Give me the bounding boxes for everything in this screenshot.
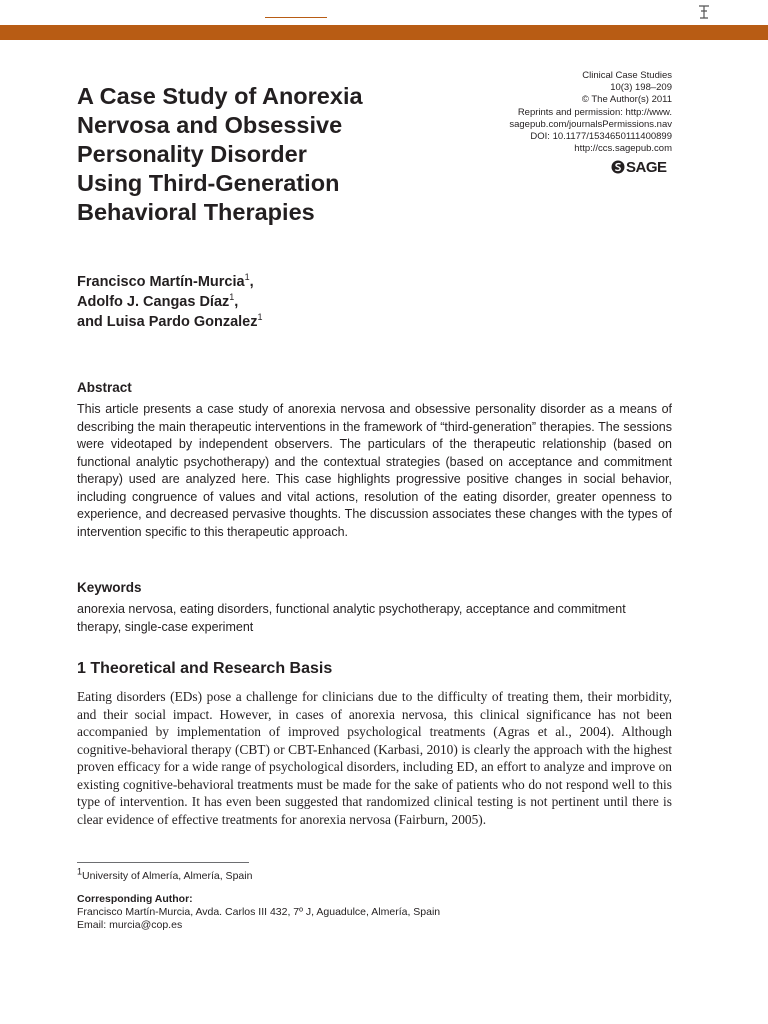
journal-metadata (432, 70, 672, 155)
article-title (77, 82, 457, 227)
page-corner-icon (697, 3, 711, 21)
abstract-text: This article presents a case study of anorexia nervosa and obsessive personality disorder as a means of describing the main therapeutic interventions in the framework of “third-generation” therapies. The sessions were videotaped by independent observers. The particulars of the therapeutic relationship (based on functional analytic psychotherapy) and the contextual strategies (based on acceptance and commitment therapy) used are analyzed here. This case highlights progressive positive changes in social behavior, including congruence of values and vital actions, resolution of the eating disorder, greater openness to experience, and decreased pervasive thoughts. The discussion associates these changes with the types of intervention specific to this therapeutic approach. (77, 402, 672, 539)
header-link-underline[interactable] (265, 17, 327, 18)
journal-name: Clinical Case Studies (582, 70, 672, 81)
sage-logo (611, 158, 667, 176)
author: Francisco Martín-Murcia$^1$, (77, 272, 254, 290)
journal-url[interactable]: http://ccs.sagepub.com (574, 143, 672, 155)
keywords-text: anorexia nervosa, eating disorders, functional analytic psychotherapy, acceptance and commitment therapy, single-case experiment (77, 602, 626, 634)
body-paragraph: Eating disorders (EDs) pose a challenge for clinicians due to the difficulty of treating them, their morbidity, and their social impact. However, in cases of anorexia nervosa, this clinical significance has not been accompanied by implementation of improved psychological treatments (Agras et al., 2004). Although cognitive-behavioral therapy (CBT) or CBT-Enhanced (Karbasi, 2010) is clearly the approach with the highest proven efficacy for a wide range of psychological disorders, including ED, an effort to analyze and improve on existing cognitive-behavioral treatments must be made for the sake of patients who do not respond well to this type of intervention. It has even been suggested that randomized clinical testing is not pertinent until there is clear evidence of effective treatments for anorexia nervosa (Fairburn, 2005). (77, 689, 672, 827)
title-line: A Case Study of Anorexia (77, 83, 363, 109)
title-line: Behavioral Therapies (77, 199, 315, 225)
affiliation-footnote: $^1$University of Almería, Almería, Spain (77, 866, 253, 882)
author: Adolfo J. Cangas Díaz$^1$, (77, 292, 239, 310)
corresponding-author-label: Corresponding Author: (77, 893, 193, 905)
keywords-heading: Keywords (77, 580, 142, 595)
journal-copyright: © The Author(s) 2011 (581, 94, 672, 106)
header-color-bar (0, 25, 768, 40)
corresponding-email[interactable]: Email: murcia@cop.es (77, 919, 183, 931)
doi[interactable]: DOI: 10.1177/1534650111400899 (530, 131, 672, 143)
section-heading: 1 Theoretical and Research Basis (77, 660, 333, 677)
corresponding-address: Francisco Martín-Murcia, Avda. Carlos III 432, 7º J, Aguadulce, Almería, Spain (77, 906, 441, 918)
title-line: Personality Disorder (77, 141, 307, 167)
journal-volume: 10(3) 198–209 (610, 82, 672, 94)
sage-wordmark: SAGE (626, 158, 667, 176)
sage-seal-icon (611, 160, 625, 174)
abstract-heading: Abstract (77, 380, 132, 395)
footnote-divider (77, 862, 249, 863)
reprints-line[interactable]: sagepub.com/journalsPermissions.nav (509, 118, 672, 130)
title-line: Using Third-Generation (77, 170, 340, 196)
author: and Luisa Pardo Gonzalez$^1$ (77, 312, 263, 330)
title-line: Nervosa and Obsessive (77, 112, 343, 138)
author-list (77, 272, 477, 332)
reprints-line[interactable]: Reprints and permission: http://www. (517, 106, 672, 118)
footnotes (77, 866, 672, 932)
